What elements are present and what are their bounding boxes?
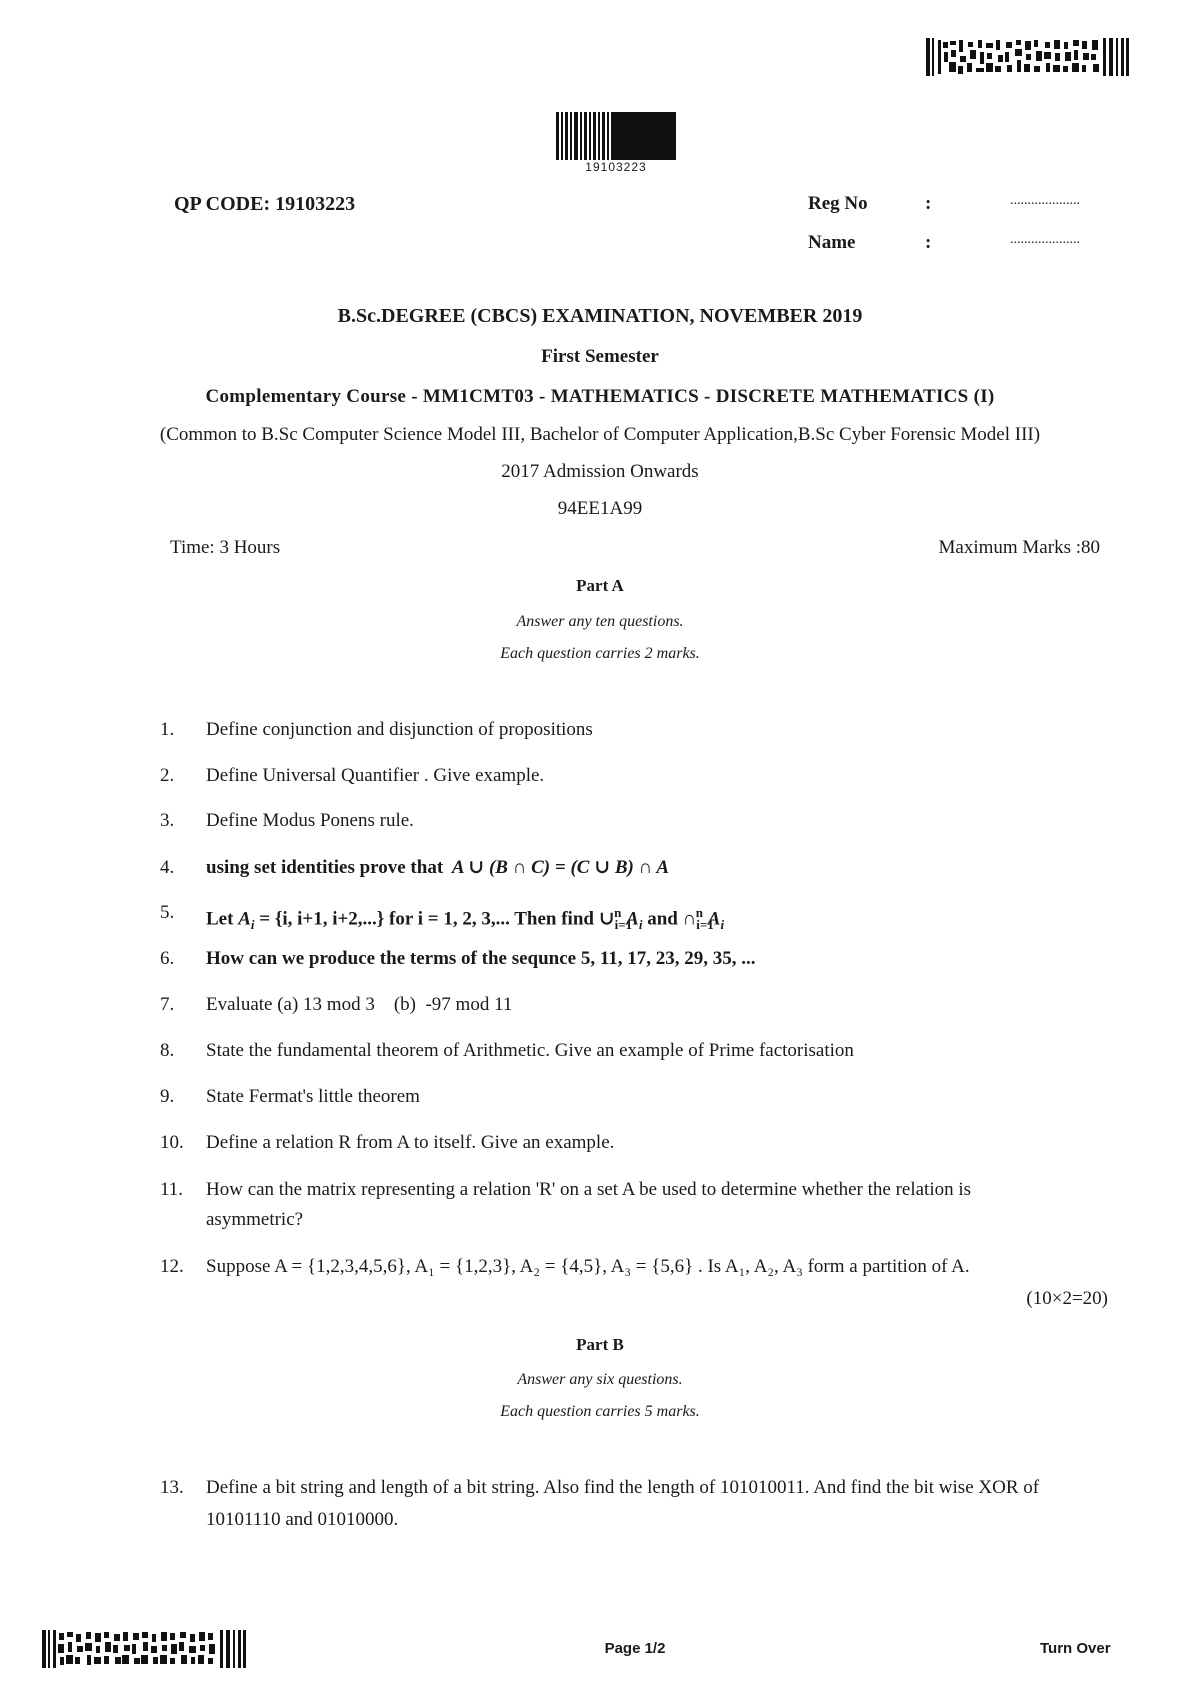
admission: 2017 Admission Onwards xyxy=(501,461,699,482)
question-number: 2. xyxy=(160,765,175,786)
turn-over: Turn Over xyxy=(1040,1640,1111,1657)
question-number: 8. xyxy=(160,1040,175,1061)
question-number: 1. xyxy=(160,719,175,740)
question-subscript: i xyxy=(250,917,255,933)
question-text: Define a relation R from A to itself. Give an example. xyxy=(206,1132,615,1153)
question-number: 11. xyxy=(160,1179,184,1200)
question-text-2: asymmetric? xyxy=(206,1209,304,1230)
paper-id: 94EE1A99 xyxy=(557,498,643,519)
qp-code: QP CODE: 19103223 xyxy=(174,193,356,215)
center-barcode xyxy=(556,112,676,160)
time: Time: 3 Hours xyxy=(170,537,281,558)
name-label: Name xyxy=(808,232,856,253)
question-number: 3. xyxy=(160,810,175,831)
part-a-marks: (10×2=20) xyxy=(1026,1288,1108,1309)
name-colon: : xyxy=(925,232,932,253)
question-text: Let xyxy=(206,908,234,930)
question-text: State Fermat's little theorem xyxy=(206,1086,420,1107)
max-marks: Maximum Marks :80 xyxy=(938,537,1100,558)
question-number: 12. xyxy=(160,1256,184,1277)
question-text: Define Universal Quantifier . Give example. xyxy=(206,765,545,786)
question-number: 13. xyxy=(160,1477,184,1498)
question-math: A xyxy=(238,908,251,930)
question-text: Suppose A = {1,2,3,4,5,6}, A₁ = {1,2,3}, A₂ = {4,5}, A₃ = {5,6} . Is A₁, A₂, A₃ form a partition of A. xyxy=(206,1256,970,1277)
question-number: 5. xyxy=(160,902,175,923)
question-text-3: A xyxy=(626,908,639,930)
question-limits-intersection: i=1 xyxy=(696,917,714,933)
semester: First Semester xyxy=(541,346,659,367)
question-number: 9. xyxy=(160,1086,175,1107)
question-math: A ∪ (B ∩ C) = (C ∪ B) ∩ A xyxy=(451,857,669,878)
question-subscript-2: i xyxy=(638,917,643,933)
page-number: Page 1/2 xyxy=(604,1640,666,1657)
question-text-5: A xyxy=(707,908,721,930)
part-b-instruction-2: Each question carries 5 marks. xyxy=(500,1403,700,1420)
question-subscript-3: i xyxy=(720,917,725,933)
reg-no-colon: : xyxy=(925,193,932,214)
question-text: State the fundamental theorem of Arithmetic. Give an example of Prime factorisation xyxy=(206,1040,854,1061)
question-text-2: = {i, i+1, i+2,...} for i = 1, 2, 3,... Then find ∪ xyxy=(259,908,615,930)
question-text: Evaluate (a) 13 mod 3 (b) -97 mod 11 xyxy=(206,994,513,1015)
part-b-title: Part B xyxy=(576,1335,624,1354)
common-to: (Common to B.Sc Computer Science Model III, Bachelor of Computer Application,B.Sc Cyber Forensic Model III) xyxy=(159,424,1041,445)
question-number: 7. xyxy=(160,994,175,1015)
name-blank[interactable]: .................... xyxy=(1010,232,1080,247)
reg-no-label: Reg No xyxy=(808,193,868,214)
exam-title: B.Sc.DEGREE (CBCS) EXAMINATION, NOVEMBER 2019 xyxy=(337,305,863,327)
question-text: using set identities prove that xyxy=(206,857,444,878)
part-a-instruction-1: Answer any ten questions. xyxy=(516,613,684,630)
part-b-instruction-1: Answer any six questions. xyxy=(517,1371,683,1388)
part-a-title: Part A xyxy=(576,576,624,595)
question-number: 6. xyxy=(160,948,175,969)
question-text: Define Modus Ponens rule. xyxy=(206,810,414,831)
question-text-2: 10101110 and 01010000. xyxy=(206,1509,399,1530)
question-text: Define conjunction and disjunction of propositions xyxy=(206,719,593,740)
course-title: Complementary Course - MM1CMT03 - MATHEMATICS - DISCRETE MATHEMATICS (I) xyxy=(205,386,995,407)
question-text: Define a bit string and length of a bit string. Also find the length of 101010011. And find the bit wise XOR of xyxy=(206,1477,1040,1498)
top-right-barcode xyxy=(926,38,1130,76)
reg-no-blank[interactable]: .................... xyxy=(1010,193,1080,208)
question-text-4: and ∩ xyxy=(647,908,697,930)
center-barcode-caption: 19103223 xyxy=(585,160,647,174)
question-number: 10. xyxy=(160,1132,184,1153)
question-limits-union: i=1 xyxy=(614,917,633,933)
question-text: How can we produce the terms of the sequnce 5, 11, 17, 23, 29, 35, ... xyxy=(206,948,756,969)
part-a-instruction-2: Each question carries 2 marks. xyxy=(500,645,700,662)
question-limits-union-n: n xyxy=(614,905,622,920)
question-limits-intersection-n: n xyxy=(695,905,704,920)
question-text: How can the matrix representing a relation 'R' on a set A be used to determine whether the relation is xyxy=(206,1179,972,1200)
question-number: 4. xyxy=(160,857,175,878)
